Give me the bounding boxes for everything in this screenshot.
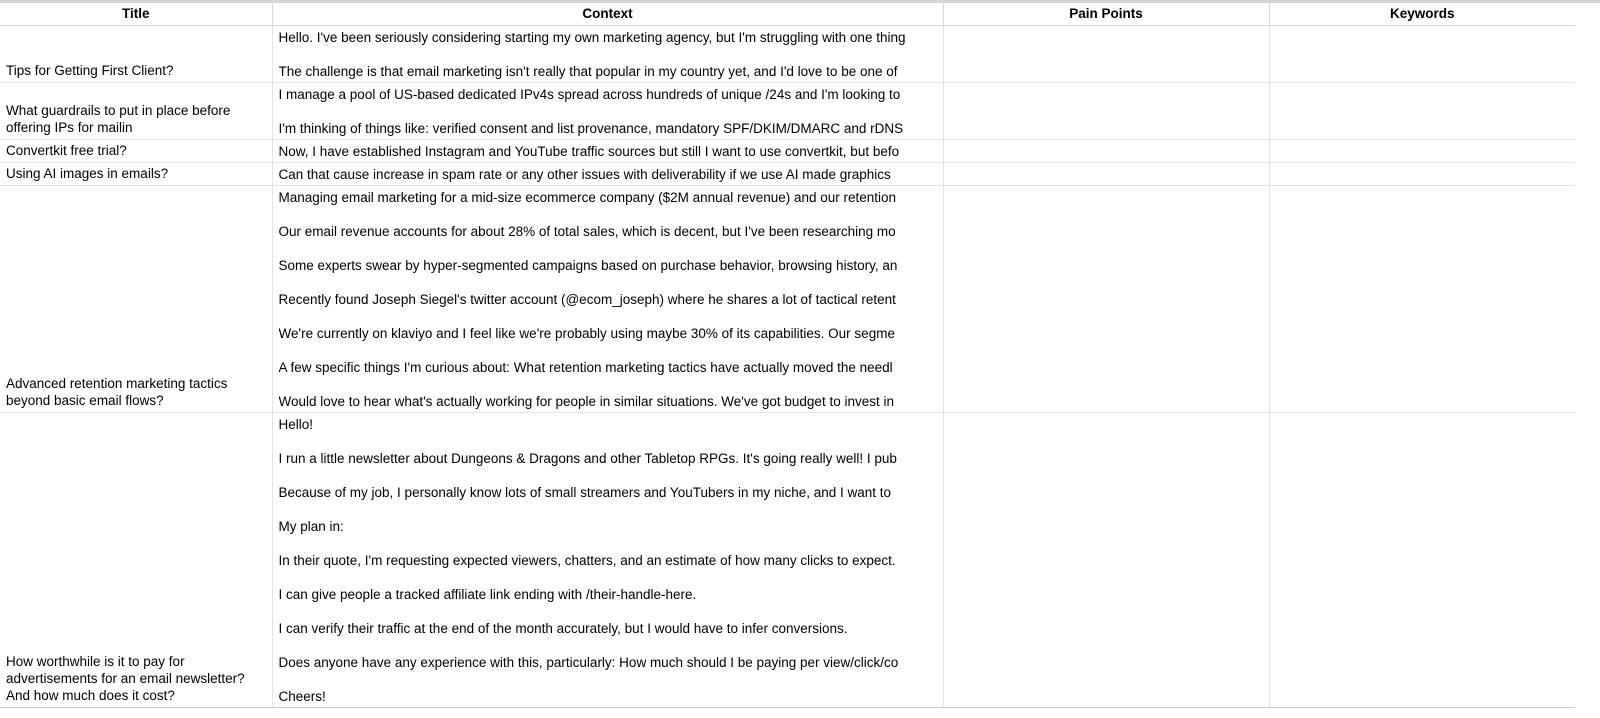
title-text: What guardrails to put in place before offering IPs for mailin: [6, 102, 231, 135]
context-line: I run a little newsletter about Dungeons & Dragons and other Tabletop RPGs. It's going really well! I pub: [278, 450, 897, 466]
column-header-keywords[interactable]: Keywords: [1269, 3, 1575, 25]
context-paragraphs: [273, 413, 943, 705]
cell-context[interactable]: [272, 162, 943, 185]
context-line: [279, 342, 943, 359]
context-paragraphs: [273, 140, 943, 160]
column-header-context[interactable]: Context: [272, 3, 943, 25]
cell-context[interactable]: [272, 412, 943, 707]
table-row: [0, 139, 1575, 162]
context-line: Now, I have established Instagram and YouTube traffic sources but still I want to use convertkit, but befo: [278, 143, 900, 159]
context-line: Hello. I've been seriously considering starting my own marketing agency, but I'm struggling with one thing: [278, 29, 906, 45]
cell-title[interactable]: [0, 162, 272, 185]
table-row: [0, 25, 1575, 82]
context-paragraphs: [273, 26, 943, 80]
cell-context[interactable]: [272, 82, 943, 139]
table-header: [0, 3, 1575, 25]
context-line: [279, 433, 943, 450]
context-line: [279, 535, 943, 552]
cell-keywords[interactable]: [1269, 139, 1575, 162]
context-line: [279, 671, 943, 688]
context-line: Does anyone have any experience with this, particularly: How much should I be paying per view/click/co: [278, 654, 899, 670]
cell-keywords[interactable]: [1269, 185, 1575, 412]
context-line: [279, 376, 943, 393]
table-row: [0, 162, 1575, 185]
cell-pain-points[interactable]: [943, 185, 1269, 412]
context-paragraphs: [273, 163, 943, 183]
context-line: [279, 603, 943, 620]
cell-keywords[interactable]: [1269, 25, 1575, 82]
context-paragraphs: [273, 186, 943, 410]
title-text: Using AI images in emails?: [6, 165, 169, 181]
context-line: [279, 308, 943, 325]
cell-title[interactable]: [0, 82, 272, 139]
context-line: Hello!: [278, 416, 314, 432]
cell-title[interactable]: [0, 25, 272, 82]
context-line: We're currently on klaviyo and I feel like we're probably using maybe 30% of its capabilities. Our segme: [278, 325, 895, 341]
header-row: [0, 3, 1575, 25]
cell-keywords[interactable]: [1269, 412, 1575, 707]
cell-pain-points[interactable]: [943, 139, 1269, 162]
context-line: [279, 569, 943, 586]
content-research-table: [0, 3, 1575, 707]
context-line: Would love to hear what's actually working for people in similar situations. We've got budget to invest in: [278, 393, 894, 409]
context-line: [279, 637, 943, 654]
title-text: Convertkit free trial?: [6, 142, 127, 158]
context-line: [279, 206, 943, 223]
title-text: Advanced retention marketing tactics beyond basic email flows?: [6, 375, 228, 408]
cell-pain-points[interactable]: [943, 162, 1269, 185]
cell-context[interactable]: [272, 139, 943, 162]
context-line: [279, 501, 943, 518]
column-header-pain-points[interactable]: Pain Points: [943, 3, 1269, 25]
context-line: Recently found Joseph Siegel's twitter account (@ecom_joseph) where he shares a lot of tactical retent: [278, 291, 896, 307]
context-line: Cheers!: [278, 688, 326, 704]
context-line: I'm thinking of things like: verified consent and list provenance, mandatory SPF/DKIM/DMARC and rDNS: [278, 120, 904, 136]
context-line: Managing email marketing for a mid-size ecommerce company ($2M annual revenue) and our retention: [278, 189, 897, 205]
title-text: How worthwhile is it to pay for advertisements for an email newsletter? And how much does it cost?: [6, 654, 245, 703]
column-header-title[interactable]: Title: [0, 3, 272, 25]
context-line: [279, 46, 943, 63]
cell-title[interactable]: [0, 412, 272, 707]
cell-title[interactable]: [0, 139, 272, 162]
context-line: [279, 467, 943, 484]
table-row: [0, 412, 1575, 707]
cell-keywords[interactable]: [1269, 162, 1575, 185]
context-line: Can that cause increase in spam rate or any other issues with deliverability if we use AI made graphics: [278, 166, 891, 182]
table-row: [0, 185, 1575, 412]
context-line: In their quote, I'm requesting expected viewers, chatters, and an estimate of how many clicks to expect.: [278, 552, 896, 568]
context-line: My plan in:: [278, 518, 344, 534]
context-line: Our email revenue accounts for about 28% of total sales, which is decent, but I've been researching mo: [278, 223, 896, 239]
context-line: [279, 103, 943, 120]
table-body: [0, 25, 1575, 707]
table-row: [0, 82, 1575, 139]
title-text: Tips for Getting First Client?: [6, 62, 174, 78]
cell-pain-points[interactable]: [943, 25, 1269, 82]
context-line: I can give people a tracked affiliate link ending with /their-handle-here.: [278, 586, 697, 602]
context-line: I can verify their traffic at the end of the month accurately, but I would have to infer conversions.: [278, 620, 848, 636]
cell-context[interactable]: [272, 25, 943, 82]
context-line: Because of my job, I personally know lots of small streamers and YouTubers in my niche, and I want to: [278, 484, 892, 500]
cell-pain-points[interactable]: [943, 82, 1269, 139]
cell-pain-points[interactable]: [943, 412, 1269, 707]
context-line: [279, 274, 943, 291]
context-line: The challenge is that email marketing isn't really that popular in my country yet, and I'd love to be one of: [278, 63, 898, 79]
context-line: A few specific things I'm curious about: What retention marketing tactics have actually moved the needl: [278, 359, 893, 375]
context-line: I manage a pool of US-based dedicated IPv4s spread across hundreds of unique /24s and I'm looking to: [278, 86, 901, 102]
cell-context[interactable]: [272, 185, 943, 412]
context-line: Some experts swear by hyper-segmented campaigns based on purchase behavior, browsing history, an: [278, 257, 898, 273]
context-line: [279, 240, 943, 257]
cell-title[interactable]: [0, 185, 272, 412]
cell-keywords[interactable]: [1269, 82, 1575, 139]
spreadsheet-sheet: [0, 3, 1575, 708]
context-paragraphs: [273, 83, 943, 137]
